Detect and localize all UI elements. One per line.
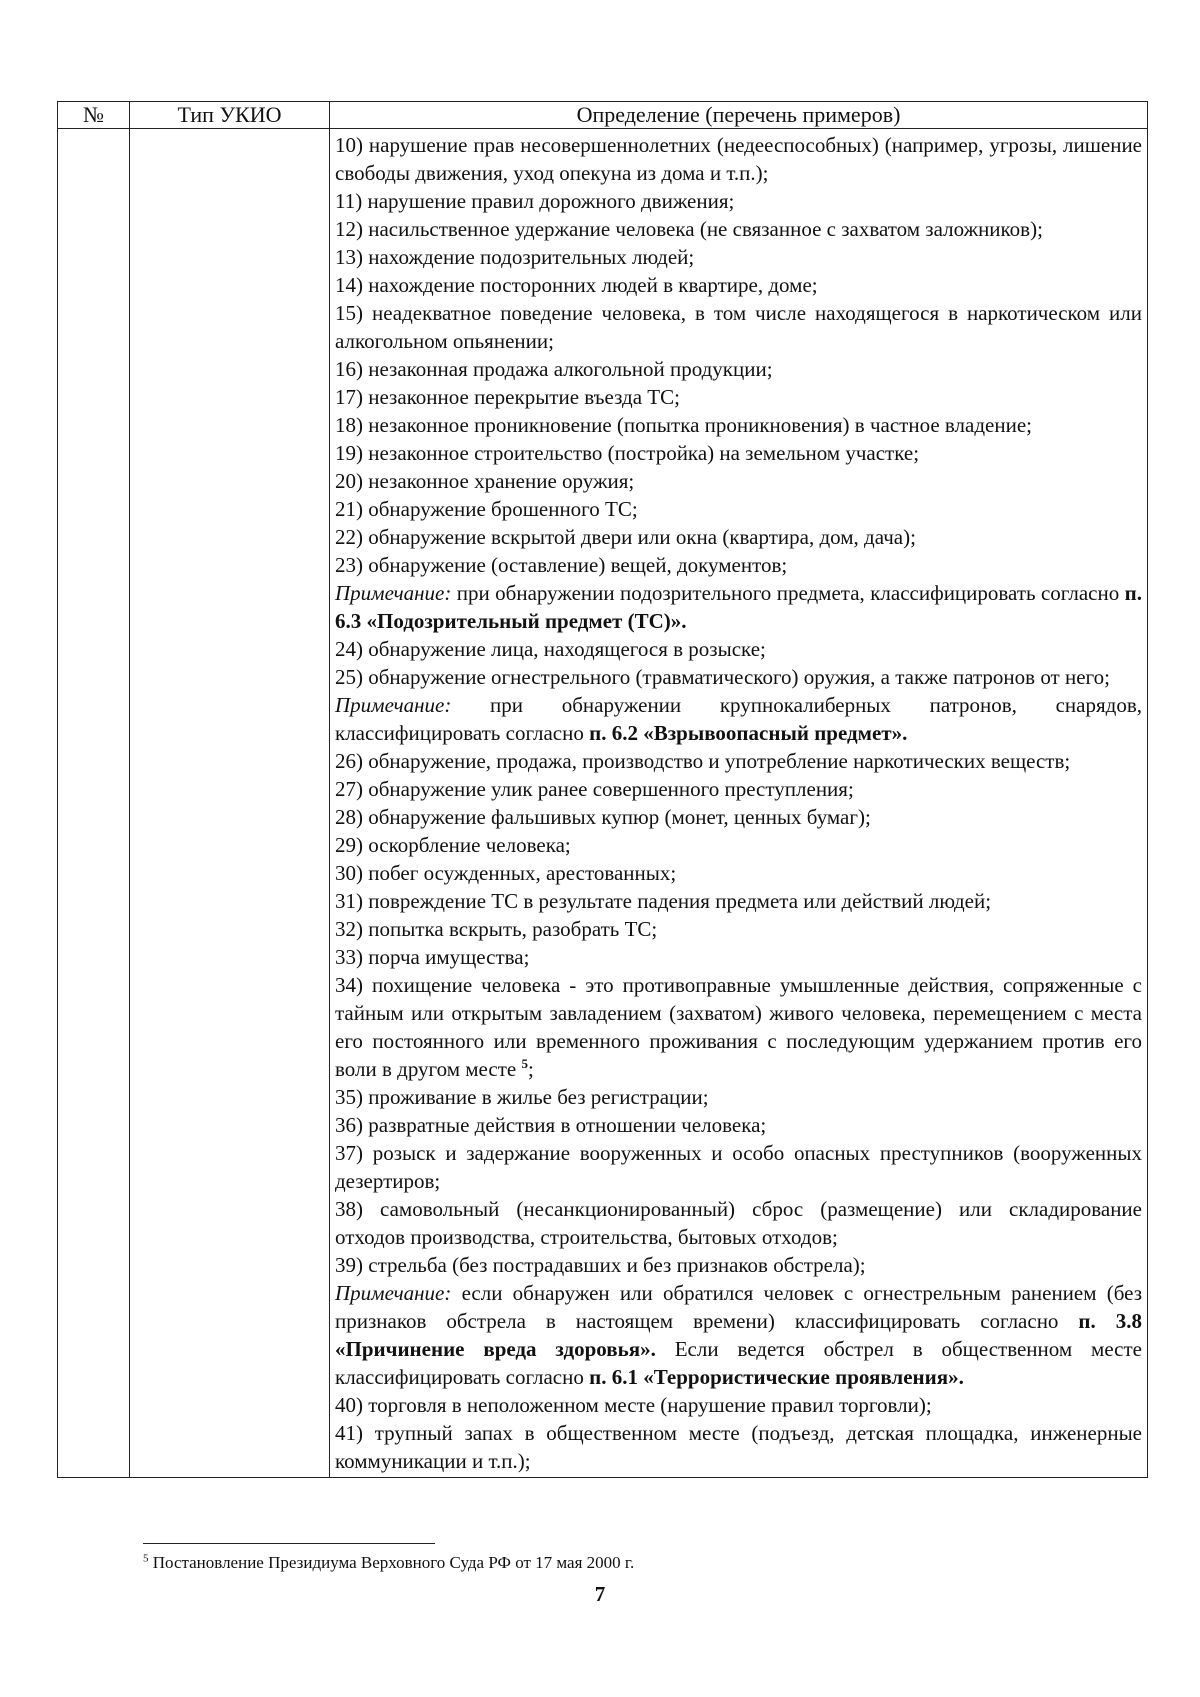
footnote-mark: 5 — [521, 1056, 528, 1071]
list-item: 21) обнаружение брошенного ТС; — [335, 497, 638, 521]
list-item: 28) обнаружение фальшивых купюр (монет, ценных бумаг); — [335, 805, 871, 829]
footnote-mark: 5 — [143, 1552, 149, 1565]
note-explosive-object — [335, 691, 1142, 747]
note-text: при обнаружении подозрительного предмета, классифицировать согласно — [451, 581, 1125, 605]
page-number: 7 — [594, 1582, 606, 1606]
list-item: 10) нарушение прав несовершеннолетних (недееспособных) (например, угрозы, лишение свободы движения, уход опекуна из дома и т.п.); — [335, 133, 1142, 185]
list-item: 39) стрельба (без пострадавших и без признаков обстрела); — [335, 1253, 866, 1277]
list-item: 14) нахождение посторонних людей в квартире, доме; — [335, 273, 818, 297]
note-suspicious-object — [335, 579, 1142, 635]
type-cell — [130, 129, 330, 1478]
table-row — [58, 129, 1148, 1478]
list-item: 15) неадекватное поведение человека, в том числе находящегося в наркотическом или алкогольном опьянении; — [335, 301, 1142, 353]
note-reference: п. 6.3 «Подозрительный предмет (ТС)». — [335, 581, 1142, 633]
list-item: 41) трупный запах в общественном месте (подъезд, детская площадка, инженерные коммуникации и т.п.); — [335, 1421, 1142, 1473]
note-reference: п. 6.2 «Взрывоопасный предмет». — [589, 721, 908, 745]
item-tail: ; — [527, 1057, 534, 1081]
note-label: Примечание: — [335, 1281, 452, 1305]
note-shooting — [335, 1279, 1142, 1391]
note-label: Примечание: — [335, 581, 452, 605]
list-item: 20) незаконное хранение оружия; — [335, 469, 635, 493]
list-item: 38) самовольный (несанкционированный) сброс (размещение) или складирование отходов производства, строительства, бытовых отходов; — [335, 1197, 1142, 1249]
list-item-kidnapping — [335, 971, 1142, 1083]
note-reference: п. 3.8 «Причинение вреда здоровья». — [335, 1309, 1142, 1361]
number-cell — [58, 129, 130, 1478]
list-item: 13) нахождение подозрительных людей; — [335, 245, 695, 269]
list-item: 11) нарушение правил дорожного движения; — [335, 189, 735, 213]
list-item: 26) обнаружение, продажа, производство и употребление наркотических веществ; — [335, 749, 1071, 773]
list-item: 24) обнаружение лица, находящегося в розыске; — [335, 637, 766, 661]
list-item: 18) незаконное проникновение (попытка проникновения) в частное владение; — [335, 413, 1032, 437]
ukio-table — [57, 101, 1148, 1478]
note-text: если обнаружен или обратился человек с огнестрельным ранением (без признаков обстрела в настоящем времени) классифицировать согласно — [335, 1281, 1142, 1333]
list-item: 29) оскорбление человека; — [335, 833, 571, 857]
item-text: 34) похищение человека - это противоправные умышленные действия, сопряженные с тайным или открытым завладением (захватом) живого человека, перемещением с места его постоянного или временного проживания с последующим удержанием против его воли в другом месте — [335, 973, 1142, 1081]
list-item: 19) незаконное строительство (постройка) на земельном участке; — [335, 441, 920, 465]
list-item: 25) обнаружение огнестрельного (травматического) оружия, а также патронов от него; — [335, 665, 1110, 689]
header-number: № — [58, 102, 130, 129]
note-text: Если ведется обстрел в общественном месте классифицировать согласно — [335, 1337, 1142, 1389]
list-item: 12) насильственное удержание человека (не связанное с захватом заложников); — [335, 217, 1043, 241]
list-item: 23) обнаружение (оставление) вещей, документов; — [335, 553, 788, 577]
definition-cell — [330, 129, 1148, 1478]
list-item: 31) повреждение ТС в результате падения предмета или действий людей; — [335, 889, 992, 913]
list-item: 22) обнаружение вскрытой двери или окна (квартира, дом, дача); — [335, 525, 916, 549]
list-item: 37) розыск и задержание вооруженных и особо опасных преступников (вооруженных дезертиров; — [335, 1141, 1142, 1193]
list-item: 40) торговля в неположенном месте (нарушение правил торговли); — [335, 1393, 932, 1417]
list-item: 33) порча имущества; — [335, 945, 530, 969]
list-item: 36) развратные действия в отношении человека; — [335, 1113, 767, 1137]
header-type: Тип УКИО — [130, 102, 330, 129]
list-item: 35) проживание в жилье без регистрации; — [335, 1085, 709, 1109]
footnote-text: Постановление Президиума Верховного Суда РФ от 17 мая 2000 г. — [148, 1553, 635, 1572]
note-text: при обнаружении крупнокалиберных патронов, снарядов, классифицировать согласно — [335, 693, 1142, 745]
list-item: 30) побег осужденных, арестованных; — [335, 861, 677, 885]
list-item: 32) попытка вскрыть, разобрать ТС; — [335, 917, 658, 941]
note-label: Примечание: — [335, 693, 452, 717]
list-item: 16) незаконная продажа алкогольной продукции; — [335, 357, 773, 381]
header-definition: Определение (перечень примеров) — [330, 102, 1148, 129]
list-item: 17) незаконное перекрытие въезда ТС; — [335, 385, 680, 409]
note-reference: п. 6.1 «Террористические проявления». — [589, 1365, 964, 1389]
footnote-separator — [143, 1543, 435, 1544]
table-header-row — [58, 102, 1148, 129]
list-item: 27) обнаружение улик ранее совершенного преступления; — [335, 777, 854, 801]
footnote — [143, 1553, 634, 1573]
